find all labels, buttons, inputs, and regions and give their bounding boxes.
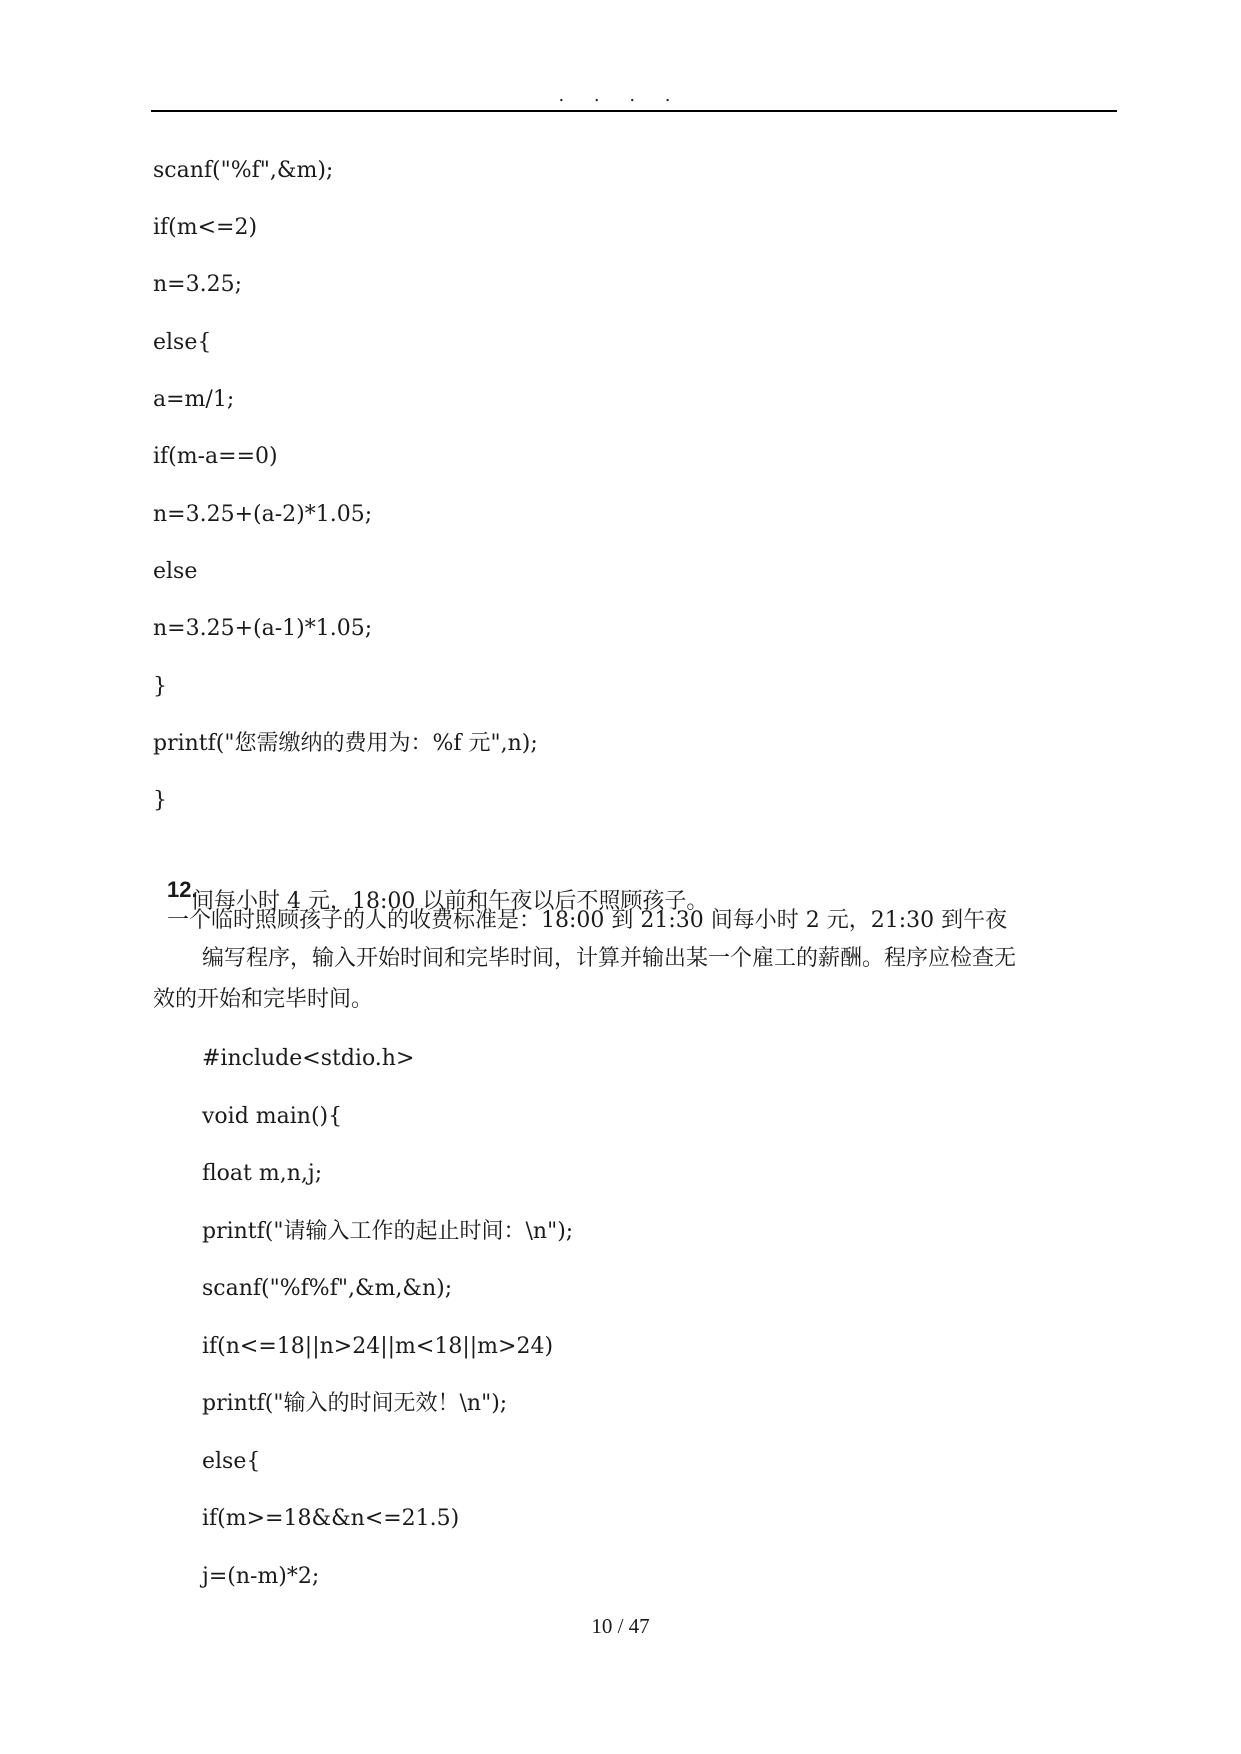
question-number: 12. (167, 877, 198, 902)
code-line: j=(n-m)*2; (202, 1564, 320, 1589)
code-line: printf("输入的时间无效！\n"); (202, 1391, 508, 1416)
question-text-line1: 一个临时照顾孩子的人的收费标准是：18:00 到 21:30 间每小时 2 元，21:30 到午夜 (167, 908, 1008, 933)
code-line: if(m>=18&&n<=21.5) (202, 1506, 460, 1531)
code-line: if(m-a==0) (153, 444, 278, 469)
code-line: n=3.25; (153, 272, 242, 297)
code-line: } (153, 788, 167, 813)
header-rule (151, 110, 1117, 112)
code-line: scanf("%f",&m); (153, 158, 334, 183)
code-line: a=m/1; (153, 387, 235, 412)
code-line: scanf("%f%f",&m,&n); (202, 1276, 453, 1301)
code-line: #include<stdio.h> (202, 1046, 415, 1071)
task-text-line2: 效的开始和完毕时间。 (153, 987, 374, 1012)
question-text-line2: 间每小时 4 元，18:00 以前和午夜以后不照顾孩子。 (192, 889, 709, 914)
code-line: printf("请输入工作的起止时间：\n"); (202, 1219, 574, 1244)
code-line: } (153, 674, 167, 699)
code-line: else{ (153, 330, 212, 355)
code-line: n=3.25+(a-1)*1.05; (153, 616, 373, 641)
code-line: printf("您需缴纳的费用为：%f 元",n); (153, 731, 538, 756)
code-line: else (153, 559, 198, 584)
task-text-line1: 编写程序，输入开始时间和完毕时间，计算并输出某一个雇工的薪酬。程序应检查无 (202, 946, 1017, 971)
code-line: n=3.25+(a-2)*1.05; (153, 502, 373, 527)
page-number: 10 / 47 (591, 1614, 650, 1638)
code-line: if(n<=18||n>24||m<18||m>24) (202, 1334, 554, 1359)
header-dots: . . . . (558, 85, 683, 106)
code-line: void main(){ (202, 1104, 343, 1129)
code-line: else{ (202, 1449, 261, 1474)
code-line: float m,n,j; (202, 1161, 323, 1186)
code-line: if(m<=2) (153, 215, 258, 240)
